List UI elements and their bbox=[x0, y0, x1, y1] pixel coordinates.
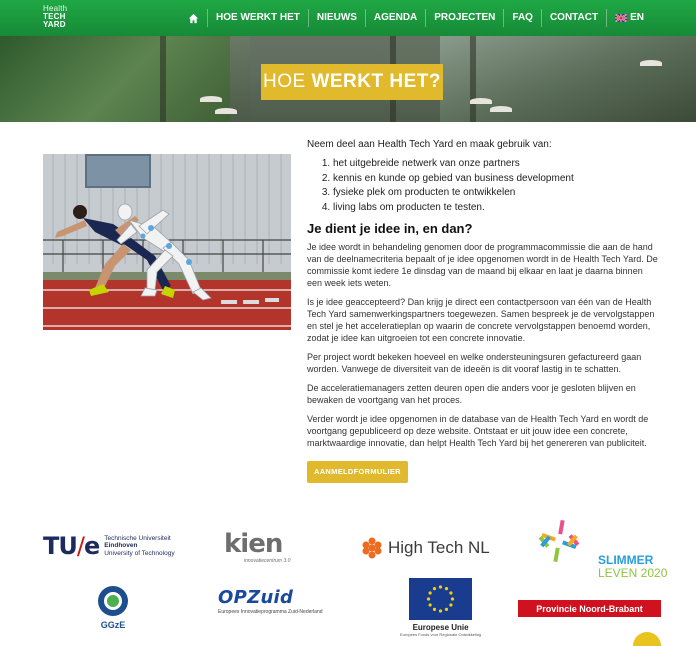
nav-label: HOE WERKT HET bbox=[216, 12, 300, 23]
paragraph: Is je idee geaccepteerd? Dan krijg je direct een contactpersoon van één van de Health Tech Yard samenwerkingspartners toegewezen. Samen bespreek je de vervolgstappen en stel je het acceleratieplan op waarin de concrete vervolgstappen benoemd worden, zodat je idee kan uitgroeien tot een concrete innovatie. bbox=[307, 297, 655, 343]
main-menu bbox=[180, 0, 652, 36]
hero-umbrella bbox=[215, 108, 237, 114]
nav-contact[interactable] bbox=[541, 9, 606, 27]
aanmeldformulier-button[interactable]: AANMELDFORMULIER bbox=[307, 461, 408, 483]
hero-umbrella bbox=[490, 106, 512, 112]
site-logo[interactable] bbox=[43, 5, 67, 29]
hero-umbrella bbox=[470, 98, 492, 104]
scroll-to-top-button[interactable] bbox=[633, 632, 661, 646]
hero-pillar bbox=[470, 36, 476, 122]
tue-line-2: Eindhoven bbox=[104, 542, 138, 550]
top-navigation bbox=[0, 0, 696, 36]
eu-flag-icon bbox=[409, 578, 472, 620]
benefits-list bbox=[307, 157, 659, 215]
eu-subtitle: Europees Fonds voor Regionale Ontwikkeling bbox=[400, 632, 482, 637]
nav-label: PROJECTEN bbox=[434, 12, 496, 23]
paragraph: Per project wordt bekeken hoeveel en welke ondersteuningsuren gefactureerd gaan worden. Vanwege de diversiteit van de ideeën is dit vooraf lastig in te schatten. bbox=[307, 352, 642, 374]
logo-line-3: YARD bbox=[43, 20, 66, 29]
main-content bbox=[307, 138, 659, 483]
uk-flag-icon bbox=[615, 14, 627, 22]
paragraph: De acceleratiemanagers zetten deuren open die anders voor je gesloten blijven en bewaken de voortgang van het proces. bbox=[307, 383, 636, 405]
intro-text: Neem deel aan Health Tech Yard en maak gebruik van: bbox=[307, 139, 552, 150]
hero-trees bbox=[0, 36, 250, 122]
ggze-icon bbox=[96, 584, 130, 618]
tue-line-3: University of Technology bbox=[104, 549, 175, 557]
partner-logo-ggze[interactable] bbox=[96, 584, 130, 630]
slimmer-line-2: LEVEN 2020 bbox=[598, 566, 668, 580]
partner-logo-tue[interactable] bbox=[43, 532, 175, 560]
page-title-light: HOE bbox=[263, 71, 312, 92]
eu-text: Europese Unie bbox=[412, 623, 469, 632]
kien-subtitle: innovatiecentrum 3.0 bbox=[244, 558, 291, 564]
slimmer-line-1: SLIMMER bbox=[598, 553, 654, 567]
slimmer-leven-text bbox=[598, 554, 667, 580]
hero-umbrella bbox=[200, 96, 222, 102]
nav-projecten[interactable] bbox=[425, 9, 503, 27]
high-tech-nl-icon bbox=[361, 537, 383, 559]
home-icon bbox=[188, 13, 199, 24]
nav-language-en[interactable] bbox=[606, 9, 652, 27]
nav-agenda[interactable] bbox=[365, 9, 425, 27]
section-heading: Je dient je idee in, en dan? bbox=[307, 221, 473, 236]
tue-text bbox=[104, 535, 174, 558]
partner-logo-brabant[interactable] bbox=[518, 600, 661, 617]
tue-line-1: Technische Universiteit bbox=[104, 534, 171, 542]
nav-label: CONTACT bbox=[549, 12, 599, 23]
slimmer-leven-icon bbox=[537, 518, 581, 564]
brabant-text: Provincie Noord-Brabant bbox=[536, 603, 643, 614]
hero-roof bbox=[440, 36, 696, 122]
partner-logo-slimmer-leven[interactable] bbox=[537, 518, 668, 580]
partner-logo-europese-unie[interactable] bbox=[400, 578, 481, 637]
page-title-bold: WERKT HET? bbox=[311, 71, 441, 92]
partner-logo-kien[interactable] bbox=[224, 530, 290, 564]
nav-home[interactable] bbox=[180, 9, 207, 27]
opzuid-subtitle: Europees Innovatieprogramma Zuid-Nederland bbox=[218, 609, 323, 615]
ggze-text: GGzE bbox=[100, 620, 126, 630]
partner-logo-opzuid[interactable] bbox=[218, 587, 323, 615]
runner-robot-photo bbox=[43, 154, 291, 330]
kien-mark: kien bbox=[224, 529, 283, 559]
hero-umbrella bbox=[640, 60, 662, 66]
nav-nieuws[interactable] bbox=[308, 9, 365, 27]
list-item: 1. het uitgebreide netwerk van onze partners bbox=[333, 157, 659, 172]
list-item: 4. living labs om producten te testen. bbox=[333, 201, 659, 216]
high-tech-nl-text: High Tech NL bbox=[388, 538, 490, 557]
nav-hoe-werkt-het[interactable] bbox=[207, 9, 308, 27]
nav-faq[interactable] bbox=[503, 9, 541, 27]
page-title bbox=[261, 64, 443, 100]
list-item: 2. kennis en kunde op gebied van business development bbox=[333, 172, 659, 187]
paragraph: Verder wordt je idee opgenomen in de database van de Health Tech Yard en wordt de voortgang gepubliceerd op deze website. Ontstaat er uit jouw idee een concrete, marktwaardige innovatie, dan helpt Health Tech Yard bij het genereren van publiciteit. bbox=[307, 414, 649, 448]
hero-pillar bbox=[160, 36, 166, 122]
paragraph: Je idee wordt in behandeling genomen door de programmacommissie die aan de hand van de deelnamecriteria bepaalt of je idee opgenomen wordt in de Health Tech Yard. De commissie komt iedere 1e dinsdag van de maand bij elkaar en laat je daarna binnen een week iets weten. bbox=[307, 242, 658, 288]
partner-logo-high-tech-nl[interactable] bbox=[361, 537, 490, 559]
nav-label: NIEUWS bbox=[316, 12, 357, 23]
nav-label: EN bbox=[630, 12, 644, 23]
logo-line-1: Health bbox=[43, 4, 68, 13]
logo-line-2: TECH bbox=[43, 12, 66, 21]
list-item: 3. fysieke plek om producten te ontwikkelen bbox=[333, 186, 659, 201]
opzuid-text: OPZuid bbox=[218, 587, 294, 608]
nav-label: FAQ bbox=[512, 12, 533, 23]
tue-mark: TU/e bbox=[43, 532, 100, 560]
nav-label: AGENDA bbox=[373, 12, 418, 23]
